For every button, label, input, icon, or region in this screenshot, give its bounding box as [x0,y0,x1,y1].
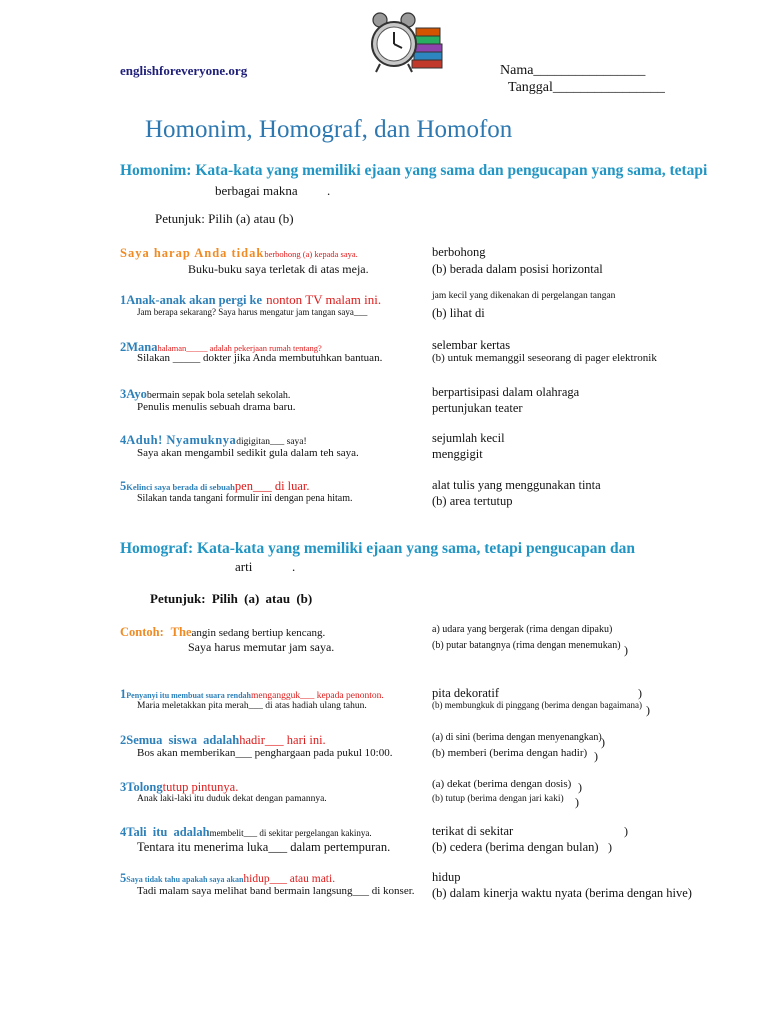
homograf-example-line2: Saya harus memutar jam saya. [188,640,335,654]
alarm-clock-books-icon [366,10,446,80]
homograf-q1-option-a[interactable]: pita dekoratif [432,686,499,700]
homograf-heading-cont: arti [235,559,253,574]
homonim-instruction: Petunjuk: Pilih (a) atau (b) [155,211,294,226]
homograf-q1-line2: Maria meletakkan pita merah___ di atas hadiah ulang tahun. [137,701,367,711]
homograf-q1: 1Penyanyi itu membuat suara rendahmengangguk___ kepada penonton. [120,687,384,701]
homonim-example-option-b[interactable]: (b) berada dalam posisi horizontal [432,262,603,276]
homonim-q2-option-b[interactable]: (b) untuk memanggil seseorang di pager elektronik [432,352,657,364]
homonim-heading-cont: berbagai makna [215,183,298,198]
homonim-q3: 3Ayobermain sepak bola setelah sekolah. [120,387,291,401]
homonim-heading-dot: . [327,183,331,198]
homonim-q1: 1Anak-anak akan pergi ke nonton TV malam ini. [120,292,382,307]
homograf-q3-paren-a: ) [578,780,582,794]
homograf-q2-option-b[interactable]: (b) memberi (berima dengan hadir) [432,747,588,759]
homograf-q1-option-b[interactable]: (b) membungkuk di pinggang (berima dengan bagaimana) [432,700,642,710]
homograf-q3-option-a[interactable]: (a) dekat (berima dengan dosis) [432,778,572,790]
homonim-q3-option-b[interactable]: pertunjukan teater [432,401,523,415]
homograf-example: Contoh: Theangin sedang bertiup kencang. [120,625,326,639]
homograf-q5-option-b[interactable]: (b) dalam kinerja waktu nyata (berima dengan hive) [432,886,692,900]
homograf-q5-line2: Tadi malam saya melihat band bermain langsung___ di konser. [137,885,415,897]
name-field: Nama________________ [500,63,646,78]
page-title: Homonim, Homograf, dan Homofon [145,116,513,143]
homonim-q5-option-a[interactable]: alat tulis yang menggunakan tinta [432,478,601,492]
homonim-q5: 5Kelinci saya berada di sebuahpen___ di luar. [120,479,310,493]
date-field: Tanggal________________ [508,80,665,95]
homograf-q2-paren-b: ) [594,749,598,763]
homograf-instruction: Petunjuk: Pilih (a) atau (b) [150,591,313,606]
homograf-q3-line2: Anak laki-laki itu duduk dekat dengan pamannya. [137,794,327,804]
homograf-q3-paren-b: ) [575,795,579,809]
homograf-q4-line2: Tentara itu menerima luka___ dalam pertempuran. [137,840,391,854]
homograf-q2-line2: Bos akan memberikan___ penghargaan pada pukul 10:00. [137,747,393,759]
homonim-example-option-a[interactable]: berbohong [432,245,486,259]
homograf-q4-option-a[interactable]: terikat di sekitar [432,824,514,838]
homograf-q2-paren-a: ) [601,735,605,749]
homograf-q2-option-a[interactable]: (a) di sini (berima dengan menyenangkan) [432,732,602,743]
homonim-q1-line2: Jam berapa sekarang? Saya harus mengatur jam tangan saya___ [137,307,368,317]
homograf-example-option-a[interactable]: a) udara yang bergerak (rima dengan dipaku) [432,624,613,635]
homonim-q2-line2: Silakan _____ dokter jika Anda membutuhkan bantuan. [137,352,383,364]
homograf-q1-paren-b: ) [646,703,650,717]
homonim-q5-line2: Silakan tanda tangani formulir ini dengan pena hitam. [137,493,353,504]
homonim-q4-line2: Saya akan mengambil sedikit gula dalam teh saya. [137,447,359,459]
homonim-q3-option-a[interactable]: berpartisipasi dalam olahraga [432,385,580,399]
homonim-q5-option-b[interactable]: (b) area tertutup [432,494,513,508]
homonim-q4-option-a[interactable]: sejumlah kecil [432,431,505,445]
homonim-example: Saya harap Anda tidakberbohong (a) kepada saya. [120,246,358,260]
homograf-q5-option-a[interactable]: hidup [432,870,461,884]
homograf-example-paren-b: ) [624,643,628,657]
homograf-q3: 3Tolongtutup pintunya. [120,780,239,794]
homograf-heading: Homograf: Kata-kata yang memiliki ejaan yang sama, tetapi pengucapan dan [120,540,635,557]
homonim-q3-line2: Penulis menulis sebuah drama baru. [137,401,296,413]
homograf-example-option-b[interactable]: (b) putar batangnya (rima dengan menemukan) [432,640,621,651]
homograf-q5: 5Saya tidak tahu apakah saya akanhidup___ atau mati. [120,871,336,885]
homonim-q1-option-a[interactable]: jam kecil yang dikenakan di pergelangan tangan [432,291,616,301]
homograf-q4-paren-b: ) [608,840,612,854]
homograf-q2: 2Semua siswa adalahhadir___ hari ini. [120,733,326,747]
homonim-q1-option-b[interactable]: (b) lihat di [432,306,485,320]
homograf-q4: 4Tali itu adalahmembelit___ di sekitar pergelangan kakinya. [120,825,372,839]
homonim-q4-option-b[interactable]: menggigit [432,447,483,461]
homonim-example-line2: Buku-buku saya terletak di atas meja. [188,262,369,276]
homograf-q4-option-b[interactable]: (b) cedera (berima dengan bulan) [432,840,599,854]
homograf-q4-paren-a: ) [624,824,628,838]
homograf-q1-paren-a: ) [638,686,642,700]
site-name: englishforeveryone.org [120,63,248,78]
homonim-q4: 4Aduh! Nyamuknyadigigitan___ saya! [120,433,307,447]
homograf-q3-option-b[interactable]: (b) tutup (berima dengan jari kaki) [432,794,564,804]
homonim-q2: 2Manahalaman_____ adalah pekerjaan rumah tentang? [120,340,322,354]
homograf-heading-dot: . [292,559,296,574]
homonim-heading: Homonim: Kata-kata yang memiliki ejaan yang sama dan pengucapan yang sama, tetapi [120,162,708,179]
homonim-q2-option-a[interactable]: selembar kertas [432,338,511,352]
